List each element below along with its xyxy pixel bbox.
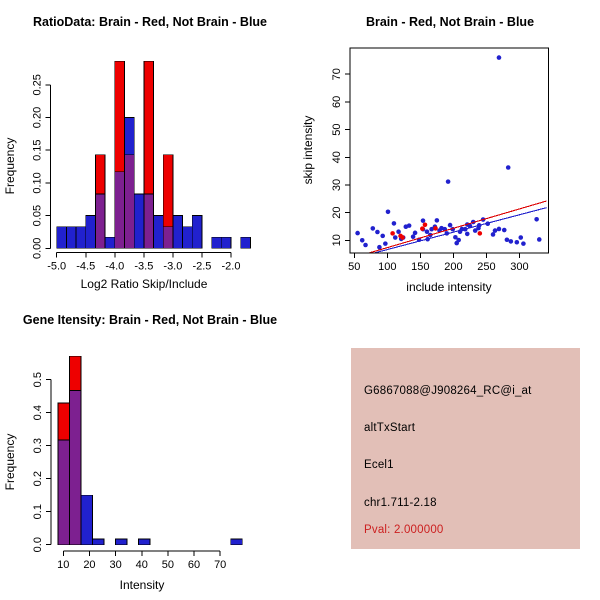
x-tick-label: 60: [187, 559, 201, 571]
data-point-blue: [537, 237, 542, 242]
y-tick-label: 0.00: [31, 237, 44, 260]
histogram-bar: [95, 194, 105, 248]
x-tick-label: 150: [411, 261, 430, 273]
histogram-bar: [134, 194, 144, 248]
pval-text: Pval: 2.000000: [364, 524, 444, 536]
data-point-blue: [497, 55, 502, 60]
x-tick-label: -2.5: [192, 260, 212, 273]
y-tick-label: 20: [331, 206, 343, 219]
data-point-blue: [435, 218, 440, 223]
data-point-blue: [386, 209, 391, 214]
histogram-bar: [221, 237, 231, 248]
x-tick-label: 20: [83, 559, 96, 571]
data-point-blue: [515, 240, 520, 245]
data-point-blue: [505, 237, 510, 242]
histogram-bar: [124, 118, 134, 155]
chart-title: Brain - Red, Not Brain - Blue: [365, 15, 535, 29]
x-tick-label: -5.0: [47, 260, 67, 273]
data-point-blue: [380, 234, 385, 239]
data-point-red: [390, 231, 395, 236]
y-tick-label: 40: [331, 151, 343, 164]
y-tick-label: 0.05: [31, 204, 44, 227]
x-axis-label: include intensity: [406, 280, 492, 294]
ratio-histogram-panel: [0, 0, 300, 300]
gene-info-panel: [300, 300, 600, 600]
histogram-bar: [139, 539, 151, 545]
histogram-bar: [183, 227, 193, 249]
x-tick-label: -3.5: [134, 260, 154, 273]
y-tick-label: 70: [331, 68, 343, 81]
data-point-blue: [396, 229, 401, 234]
x-tick-label: 30: [109, 559, 122, 571]
gene-info-box: [351, 348, 580, 549]
histogram-bar: [95, 155, 105, 194]
histogram-bar: [154, 216, 164, 249]
data-point-blue: [521, 241, 526, 246]
y-tick-label: 0.4: [31, 405, 44, 421]
x-tick-label: 50: [161, 559, 175, 571]
y-axis-label: Frequency: [3, 137, 17, 195]
x-axis-label: Log2 Ratio Skip/Include: [80, 277, 208, 291]
histogram-bar: [105, 237, 115, 248]
data-point-red: [478, 231, 483, 236]
histogram-bar: [93, 539, 105, 545]
x-tick-label: -4.5: [76, 260, 96, 273]
data-point-blue: [448, 223, 453, 228]
data-point-blue: [383, 241, 388, 246]
histogram-bar: [115, 172, 125, 249]
x-tick-label: -4.0: [105, 260, 125, 273]
x-axis-label: Intensity: [119, 578, 165, 592]
data-point-blue: [534, 217, 539, 222]
data-point-blue: [393, 235, 398, 240]
plot-box: [350, 48, 548, 253]
x-tick-label: 200: [444, 261, 463, 273]
data-point-red: [433, 226, 438, 231]
histogram-bar: [86, 216, 96, 249]
x-tick-label: 10: [57, 559, 70, 571]
data-point-blue: [377, 245, 382, 250]
data-point-red: [400, 235, 405, 240]
y-tick-label: 0.3: [31, 438, 44, 454]
y-tick-label: 50: [331, 123, 343, 136]
data-point-blue: [493, 228, 498, 233]
gene-intensity-histogram-panel: [0, 300, 300, 600]
data-point-blue: [497, 227, 502, 232]
intensity-scatter-panel: [300, 0, 600, 300]
ratio-histogram-chart: [0, 0, 300, 300]
data-point-blue: [506, 165, 511, 170]
data-point-red: [420, 226, 425, 231]
y-tick-label: 0.0: [31, 537, 44, 553]
histogram-bar: [163, 227, 173, 249]
data-point-blue: [421, 218, 426, 223]
data-point-blue: [502, 228, 507, 233]
intensity-scatter-chart: [300, 0, 600, 300]
y-tick-label: 0.1: [31, 504, 44, 520]
probe-id-text: G6867088@J908264_RC@i_at: [364, 385, 532, 397]
histogram-bar: [66, 227, 76, 249]
y-tick-label: 30: [331, 178, 343, 192]
x-tick-label: 70: [214, 559, 227, 571]
histogram-bar: [192, 216, 202, 249]
data-point-blue: [407, 223, 412, 228]
gene-intensity-histogram-chart: [0, 300, 300, 600]
data-point-blue: [392, 221, 397, 226]
chart-title: Gene Itensity: Brain - Red, Not Brain - Blue: [22, 313, 278, 327]
histogram-bar: [116, 539, 128, 545]
y-tick-label: 0.25: [31, 74, 44, 96]
data-point-blue: [363, 243, 368, 248]
chart-title: RatioData: Brain - Red, Not Brain - Blue: [32, 15, 268, 29]
x-tick-label: 40: [135, 559, 148, 571]
x-tick-label: 250: [477, 261, 496, 273]
histogram-bar: [57, 227, 67, 249]
histogram-bar: [124, 155, 134, 249]
histogram-bar: [76, 227, 86, 249]
data-point-blue: [413, 231, 418, 236]
histogram-bar: [241, 237, 251, 248]
x-tick-label: 300: [510, 261, 529, 273]
fit-line: [369, 201, 547, 253]
data-point-blue: [355, 231, 360, 236]
y-axis-label: skip intensity: [301, 115, 315, 185]
data-point-blue: [456, 238, 461, 243]
data-point-blue: [425, 229, 430, 234]
histogram-bar: [70, 356, 82, 390]
y-axis-label: Frequency: [3, 433, 17, 491]
data-point-blue: [375, 230, 380, 235]
histogram-bar: [231, 539, 243, 545]
histogram-bar: [144, 61, 154, 194]
x-tick-label: 100: [378, 261, 397, 273]
data-point-blue: [446, 179, 451, 184]
histogram-bar: [163, 155, 173, 227]
locus-text: chr1.711-2.18: [364, 497, 437, 509]
histogram-bar: [81, 495, 93, 545]
x-tick-label: -3.0: [163, 260, 183, 273]
histogram-bar: [58, 403, 70, 440]
y-tick-label: 60: [331, 95, 343, 109]
data-point-blue: [465, 232, 470, 237]
data-point-blue: [360, 238, 365, 243]
histogram-bar: [58, 440, 70, 545]
data-point-blue: [509, 239, 514, 244]
data-point-red: [423, 222, 428, 227]
event-type-text: altTxStart: [364, 422, 416, 434]
x-tick-label: -2.0: [221, 260, 241, 273]
y-tick-label: 0.5: [31, 372, 44, 388]
y-tick-label: 10: [331, 234, 343, 247]
y-tick-label: 0.15: [31, 139, 44, 161]
y-tick-label: 0.2: [31, 471, 44, 487]
y-tick-label: 0.10: [31, 172, 44, 194]
histogram-bar: [144, 194, 154, 248]
data-point-blue: [370, 226, 375, 231]
y-tick-label: 0.20: [31, 106, 44, 129]
histogram-bar: [173, 216, 183, 249]
gene-name-text: Ecel1: [364, 459, 394, 471]
data-point-blue: [518, 235, 523, 240]
histogram-bar: [115, 61, 125, 172]
histogram-bar: [70, 391, 82, 545]
histogram-bar: [212, 237, 222, 248]
x-tick-label: 50: [348, 261, 361, 273]
